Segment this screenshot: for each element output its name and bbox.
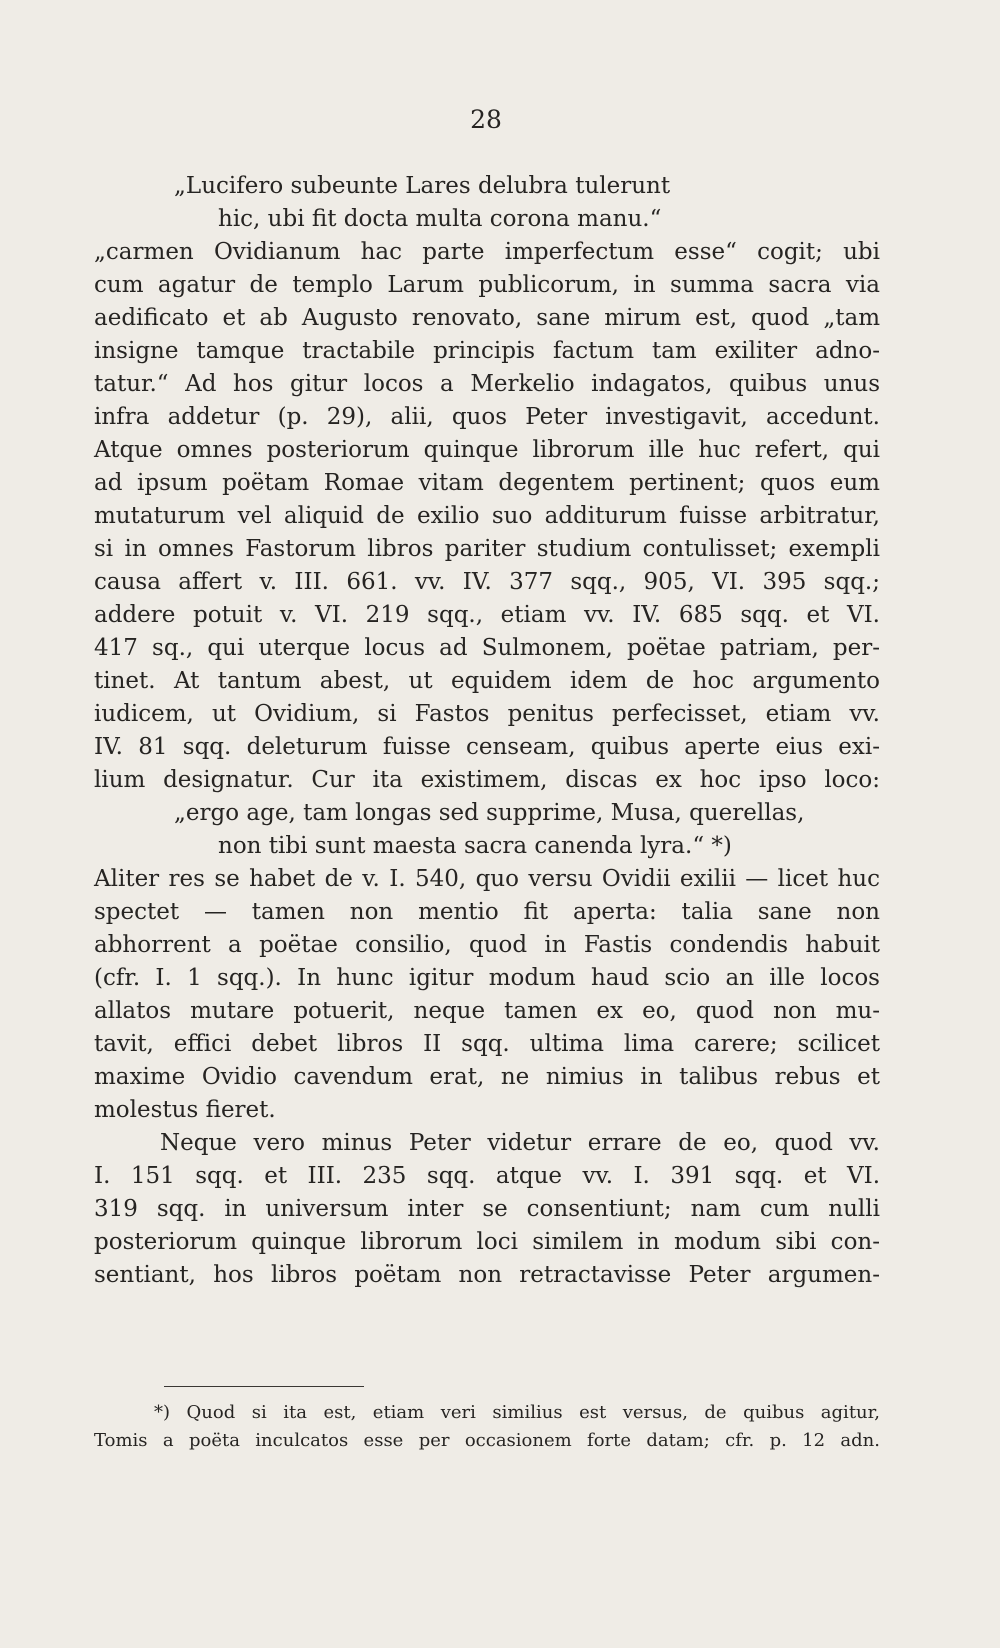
- footnote-divider: [164, 1386, 364, 1387]
- footnote: [94, 1386, 880, 1455]
- footnote-line: *) Quod si ita est, etiam veri similius est versus, de quibus agitur,: [154, 1402, 880, 1423]
- text-line: (cfr. I. 1 sqq.). In hunc igitur modum haud scio an ille locos: [94, 965, 880, 991]
- text-line: ad ipsum poëtam Romae vitam degentem pertinent; quos eum: [94, 470, 880, 496]
- text-line: cum agatur de templo Larum publicorum, in summa sacra via: [94, 272, 880, 298]
- text-line: spectet — tamen non mentio fit aperta: talia sane non: [94, 899, 880, 925]
- verse-line: „ergo age, tam longas sed supprime, Musa, querellas,: [174, 800, 805, 826]
- text-line: mutaturum vel aliquid de exilio suo additurum fuisse arbitratur,: [94, 503, 880, 529]
- text-line: causa affert v. III. 661. vv. IV. 377 sqq., 905, VI. 395 sqq.;: [94, 569, 880, 595]
- text-line: I. 151 sqq. et III. 235 sqq. atque vv. I. 391 sqq. et VI.: [94, 1163, 880, 1189]
- text-line: Atque omnes posteriorum quinque librorum ille huc refert, qui: [94, 437, 880, 463]
- text-line: „carmen Ovidianum hac parte imperfectum esse“ cogit; ubi: [94, 239, 880, 265]
- text-line: Aliter res se habet de v. I. 540, quo versu Ovidii exilii — licet huc: [94, 866, 880, 892]
- text-line: infra addetur (p. 29), alii, quos Peter investigavit, accedunt.: [94, 404, 880, 430]
- verse-line: non tibi sunt maesta sacra canenda lyra.“ *): [218, 833, 732, 859]
- main-text: [94, 170, 880, 1292]
- text-line: lium designatur. Cur ita existimem, discas ex hoc ipso loco:: [94, 767, 880, 793]
- text-line: sentiant, hos libros poëtam non retractavisse Peter argumen-: [94, 1262, 880, 1288]
- text-line: allatos mutare potuerit, neque tamen ex eo, quod non mu-: [94, 998, 880, 1024]
- text-line: si in omnes Fastorum libros pariter studium contulisset; exempli: [94, 536, 880, 562]
- text-line: addere potuit v. VI. 219 sqq., etiam vv. IV. 685 sqq. et VI.: [94, 602, 880, 628]
- text-line: 417 sq., qui uterque locus ad Sulmonem, poëtae patriam, per-: [94, 635, 880, 661]
- text-line: Neque vero minus Peter videtur errare de eo, quod vv.: [160, 1130, 880, 1156]
- text-line: tatur.“ Ad hos gitur locos a Merkelio indagatos, quibus unus: [94, 371, 880, 397]
- text-line: aedificato et ab Augusto renovato, sane mirum est, quod „tam: [94, 305, 880, 331]
- verse-line: „Lucifero subeunte Lares delubra tulerunt: [174, 173, 671, 199]
- page-number: 28: [470, 105, 502, 134]
- text-line: maxime Ovidio cavendum erat, ne nimius in talibus rebus et: [94, 1064, 880, 1090]
- footnote-line: Tomis a poëta inculcatos esse per occasionem forte datam; cfr. p. 12 adn.: [94, 1430, 880, 1451]
- text-line: tavit, effici debet libros II sqq. ultima lima carere; scilicet: [94, 1031, 880, 1057]
- text-line: 319 sqq. in universum inter se consentiunt; nam cum nulli: [94, 1196, 880, 1222]
- text-line: IV. 81 sqq. deleturum fuisse censeam, quibus aperte eius exi-: [94, 734, 880, 760]
- text-line: iudicem, ut Ovidium, si Fastos penitus perfecisset, etiam vv.: [94, 701, 880, 727]
- text-line: tinet. At tantum abest, ut equidem idem de hoc argumento: [94, 668, 880, 694]
- text-line: posteriorum quinque librorum loci similem in modum sibi con-: [94, 1229, 880, 1255]
- text-line: abhorrent a poëtae consilio, quod in Fastis condendis habuit: [94, 932, 880, 958]
- text-line: molestus fieret.: [94, 1097, 276, 1123]
- verse-line: hic, ubi fit docta multa corona manu.“: [218, 206, 662, 232]
- text-line: insigne tamque tractabile principis factum tam exiliter adno-: [94, 338, 880, 364]
